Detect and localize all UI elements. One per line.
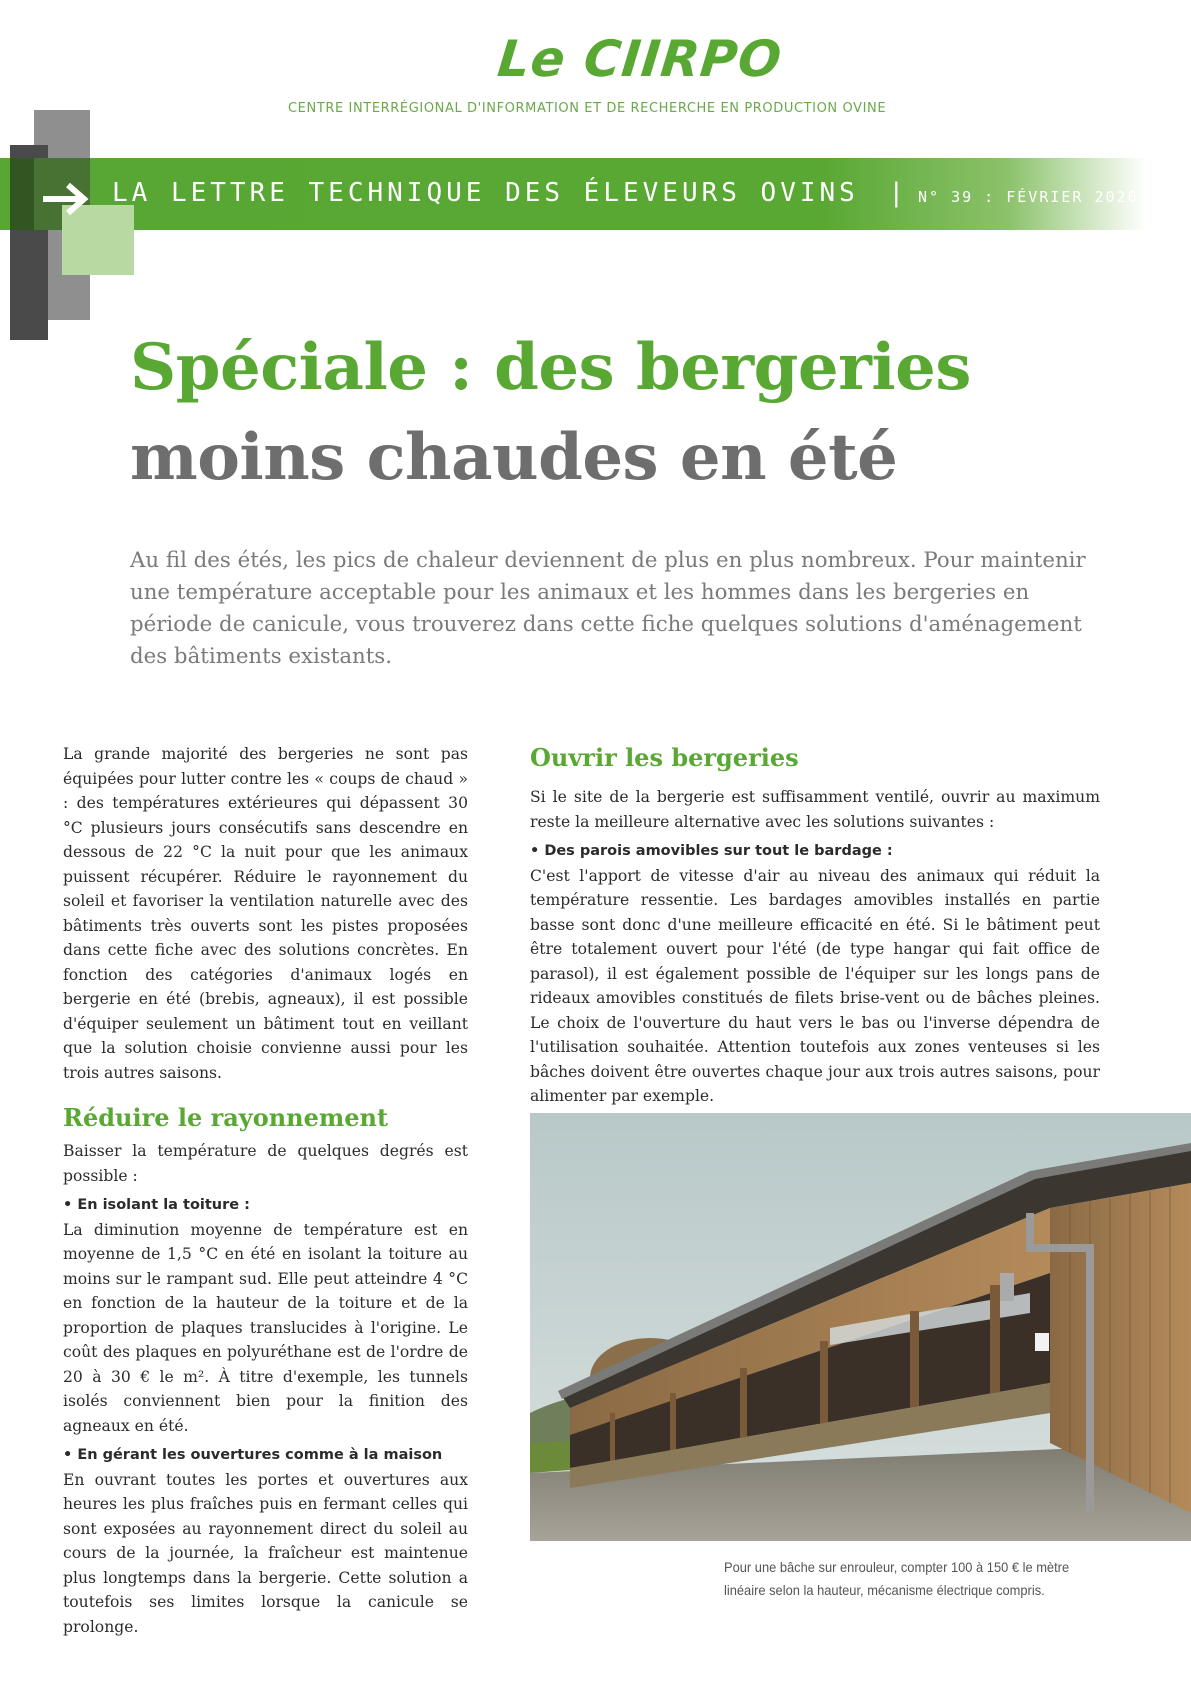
left-column-intro bbox=[63, 742, 468, 1085]
section-heading-reduce-radiation: Réduire le rayonnement bbox=[63, 1103, 389, 1132]
arrow-right-icon bbox=[42, 178, 92, 220]
sheepfold-photo bbox=[530, 1113, 1191, 1541]
page-title-line1: Spéciale : des bergeries bbox=[130, 330, 971, 405]
organization-name: CENTRE INTERRÉGIONAL D'INFORMATION ET DE RECHERCHE EN PRODUCTION OVINE bbox=[288, 101, 887, 116]
banner-overlay-dark bbox=[10, 158, 34, 230]
section-heading-open-sheepfolds: Ouvrir les bergeries bbox=[530, 743, 799, 772]
bullet-text-roof-insulation: La diminution moyenne de température est en moyenne de 1,5 °C en été en isolant la toiture au moins sur le rampant sud. Elle peut atteindre 4 °C en fonction de la hauteur de la toiture et de la proportion de plaques translucides à l'origine. Le coût des plaques en polyuréthane est de l'ordre de 20 à 30 € le m². À titre d'exemple, les tunnels isolés conviennent bien pour la finition des agneaux en été. bbox=[63, 1220, 468, 1435]
ciirpo-logo: Le CIIRPO bbox=[494, 30, 785, 88]
left-paragraph-1: La grande majorité des bergeries ne sont pas équipées pour lutter contre les « coups de chaud » : des températures extérieures qui dépassent 30 °C plusieurs jours consécutifs sans descendre en dessous de 22 °C la nuit pour que les animaux puissent récupérer. Réduire le rayonnement du soleil et favoriser la ventilation naturelle avec des bâtiments très ouverts sont les pistes proposées dans cette fiche avec des solutions concrètes. En fonction des catégories d'animaux logés en bergerie en été (brebis, agneaux), il est possible d'équiper seulement un bâtiment tout en veillant que la solution choisie convienne aussi pour les trois autres saisons. bbox=[63, 745, 468, 1082]
right-section-lead: Si le site de la bergerie est suffisamment ventilé, ouvrir au maximum reste la meilleure alternative avec les solutions suivantes : bbox=[530, 788, 1100, 831]
left-column-section bbox=[63, 1139, 468, 1639]
bullet-text-openings: En ouvrant toutes les portes et ouvertures aux heures les plus fraîches puis en fermant celles qui sont exposées au rayonnement direct du soleil au cours de la journée, la fraîcheur est maintenue plus longtemps dans la bergerie. Cette solution a toutefois ses limites lorsque la canicule se prolonge. bbox=[63, 1470, 468, 1636]
newsletter-title bbox=[112, 178, 908, 208]
photo-caption: Pour une bâche sur enrouleur, compter 100 à 150 € le mètre linéaire selon la hauteur, mécanisme électrique compris. bbox=[724, 1559, 1070, 1598]
bullet-title-roof-insulation: • En isolant la toiture : bbox=[63, 1197, 250, 1213]
bullet-title-openings: • En gérant les ouvertures comme à la maison bbox=[63, 1447, 443, 1463]
title-separator: | bbox=[888, 178, 909, 208]
intro-paragraph: Au fil des étés, les pics de chaleur deviennent de plus en plus nombreux. Pour maintenir une température acceptable pour les animaux et les hommes dans les bergeries en période de canicule, vous trouverez dans cette fiche quelques solutions d'aménagement des bâtiments existants. bbox=[130, 548, 1086, 669]
bullet-title-removable-walls: • Des parois amovibles sur tout le bardage : bbox=[530, 843, 893, 859]
bullet-text-removable-walls: C'est l'apport de vitesse d'air au niveau des animaux qui réduit la température ressentie. Les bardages amovibles installés en partie basse sont donc d'une meilleure efficacité en été. Si le bâtiment peut être totalement ouvert pour l'été (de type hangar qui fait office de parasol), il est également possible de l'équiper sur les longs pans de rideaux amovibles constitués de filets brise-vent ou de bâches pleines. Le choix de l'ouverture du haut vers le bas ou l'inverse dépendra de l'utilisation souhaitée. Attention toutefois aux zones venteuses si les bâches doivent être ouvertes chaque jour aux trois autres saisons, pour alimenter par exemple. bbox=[530, 866, 1100, 1105]
page-title-line2: moins chaudes en été bbox=[130, 420, 898, 495]
newsletter-title-text: LA LETTRE TECHNIQUE DES ÉLEVEURS OVINS bbox=[112, 178, 859, 208]
issue-number: N° 39 : FÉVRIER 2020 bbox=[918, 188, 1139, 206]
right-column-section bbox=[530, 785, 1100, 1109]
section-lead: Baisser la température de quelques degrés est possible : bbox=[63, 1142, 468, 1185]
